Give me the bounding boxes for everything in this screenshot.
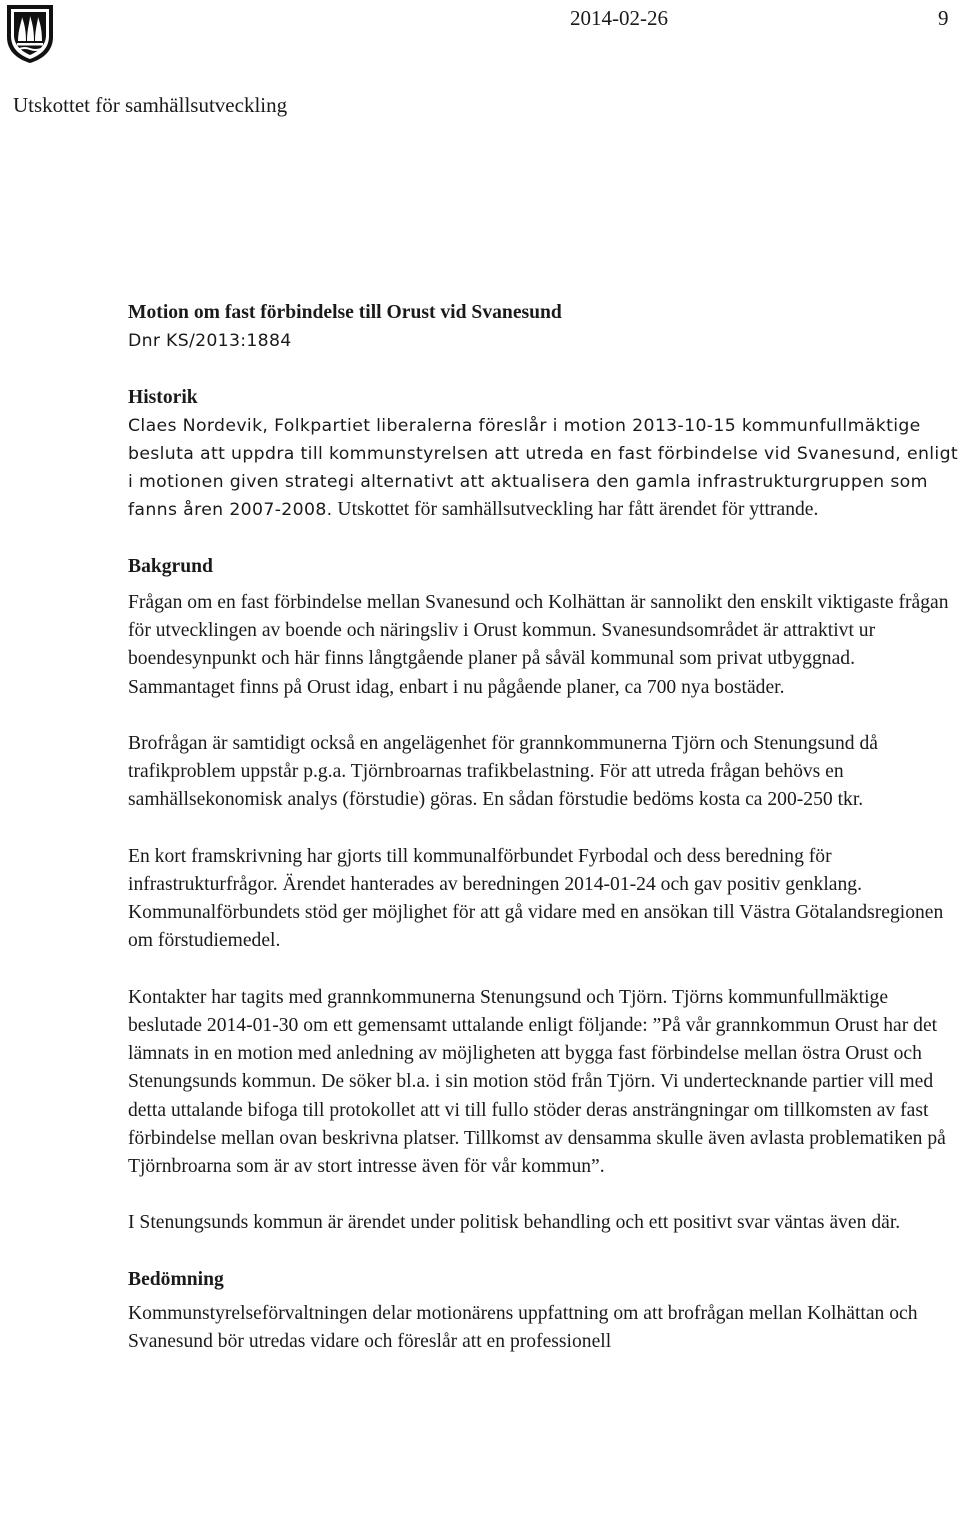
municipal-coat-of-arms-icon: [5, 3, 55, 65]
historik-paragraph: [128, 412, 960, 525]
page-number: 9: [938, 6, 949, 30]
bakgrund-paragraph-2: Brofrågan är samtidigt också en angelägenhet för grannkommunerna Tjörn och Stenungsund då trafikproblem uppstår p.g.a. Tjörnbroarnas trafikbelastning. För att utreda frågan behövs en samhällsekonomisk analys (förstudie) göras. En sådan förstudie bedöms kosta ca 200-250 tkr.: [128, 733, 878, 811]
header-date: 2014-02-26: [570, 6, 668, 30]
section-heading-bedomning: Bedömning: [128, 1268, 224, 1290]
bedomning-paragraph: Kommunstyrelseförvaltningen delar motionärens uppfattning om att brofrågan mellan Kolhättan och Svanesund bör utredas vidare och föreslår att en professionell: [128, 1303, 918, 1353]
bakgrund-paragraph-1: Frågan om en fast förbindelse mellan Svanesund och Kolhättan är sannolikt den enskilt viktigaste frågan för utvecklingen av boende och näringsliv i Orust kommun. Svanesundsområdet är attraktivt ur boendesynpunkt och här finns långtgående planer på såväl kommunal som privat utbyggnad. Sammantaget finns på Orust idag, enbart i nu pågående planer, ca 700 nya bostäder.: [128, 592, 949, 698]
section-heading-bakgrund: Bakgrund: [128, 555, 213, 577]
bakgrund-paragraph-3: En kort framskrivning har gjorts till kommunalförbundet Fyrbodal och dess beredning för infrastrukturfrågor. Ärendet hanterades av beredningen 2014-01-24 och gav positiv genklang. Kommunalförbundets stöd ger möjlighet för att gå vidare med en ansökan till Västra Götalandsregionen om förstudiemedel.: [128, 845, 944, 952]
document-reference: Dnr KS/2013:1884: [128, 331, 292, 352]
historik-text-serif: Utskottet för samhällsutveckling har fått ärendet för yttrande.: [332, 499, 819, 521]
historik-text-sans: Claes Nordevik, Folkpartiet liberalerna föreslår i motion 2013-10-15 kommunfullmäktige besluta att uppdra till kommunstyrelsen att utreda en fast förbindelse vid Svanesund, enligt i motionen given strategi alternativt att aktualisera den gamla infrastrukturgruppen som fanns åren 2007-2008.: [128, 415, 959, 521]
document-body: [128, 299, 960, 1356]
bakgrund-paragraph-5: I Stenungsunds kommun är ärendet under politisk behandling och ett positivt svar väntas även där.: [128, 1212, 901, 1234]
bakgrund-paragraph-4: Kontakter har tagits med grannkommunerna Stenungsund och Tjörn. Tjörns kommunfullmäktige beslutade 2014-01-30 om ett gemensamt uttalande enligt följande: ”På vår grannkommun Orust har det lämnats in en motion med anledning av möjligheten att bygga fast förbindelse mellan östra Orust och Stenungsunds kommun. De söker bl.a. i sin motion stöd från Tjörn. Vi undertecknande partier vill med detta uttalande bifoga till protokollet att vi till fullo stöder deras ansträngningar om tillkomsten av fast förbindelse mellan ovan beskrivna platser. Tillkomst av densamma skulle även avlasta problematiken på Tjörnbroarna som är av stort intresse även för vår kommun”.: [128, 986, 946, 1178]
section-heading-historik: Historik: [128, 386, 198, 408]
committee-name: Utskottet för samhällsutveckling: [13, 93, 288, 117]
document-title: Motion om fast förbindelse till Orust vid Svanesund: [128, 302, 562, 323]
